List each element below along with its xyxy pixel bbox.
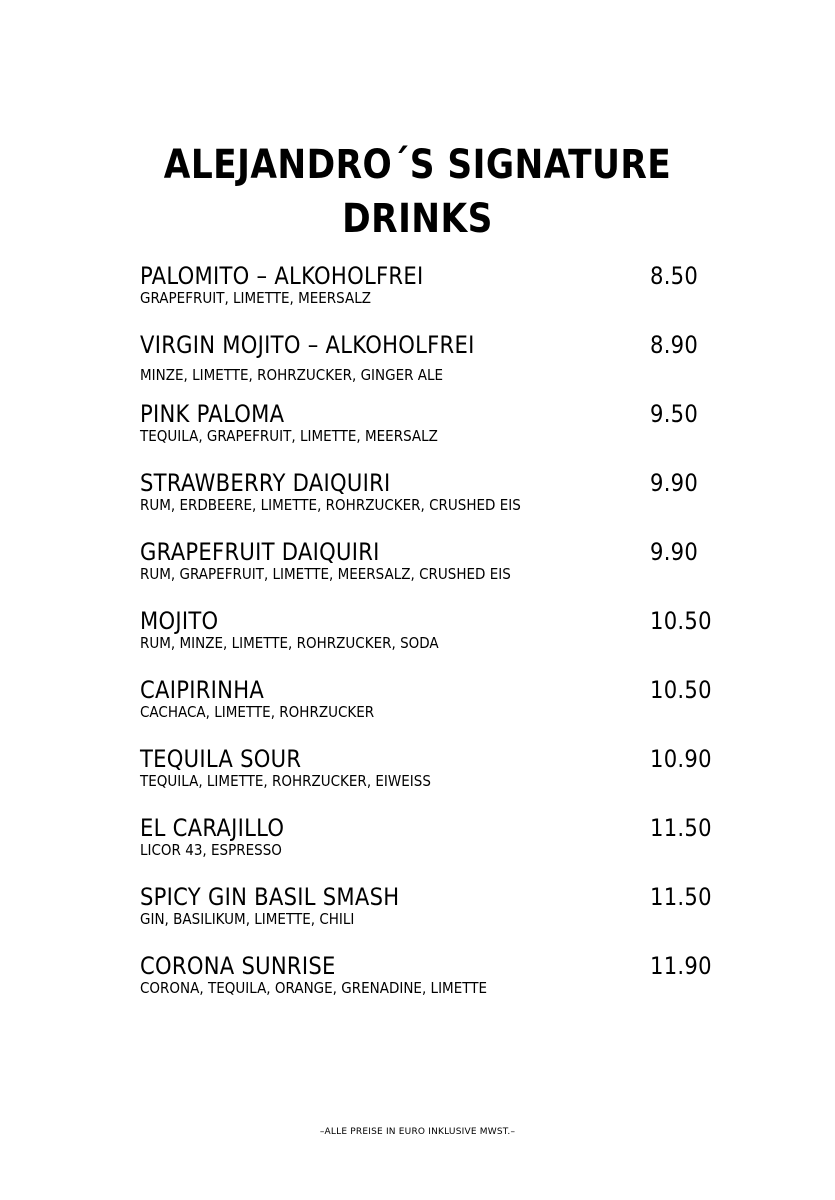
list-item <box>140 400 720 469</box>
drink-name: CORONA SUNRISE <box>140 952 336 980</box>
drink-description: CACHACA, LIMETTE, ROHRZUCKER <box>140 703 375 721</box>
drink-description: GRAPEFRUIT, LIMETTE, MEERSALZ <box>140 289 372 307</box>
list-item <box>140 883 720 952</box>
drink-name: TEQUILA SOUR <box>140 745 302 773</box>
drink-name: MOJITO <box>140 607 219 635</box>
drink-description: RUM, ERDBEERE, LIMETTE, ROHRZUCKER, CRUSHED EIS <box>140 496 521 514</box>
drink-price: 9.50 <box>650 400 699 428</box>
drink-price: 8.90 <box>650 331 699 359</box>
drink-description: MINZE, LIMETTE, ROHRZUCKER, GINGER ALE <box>140 366 444 384</box>
list-item <box>140 331 720 400</box>
drink-price: 8.50 <box>650 262 699 290</box>
drinks-list <box>140 262 720 1021</box>
drink-name: PINK PALOMA <box>140 400 285 428</box>
drink-price: 10.90 <box>650 745 712 773</box>
list-item <box>140 469 720 538</box>
drink-description: TEQUILA, GRAPEFRUIT, LIMETTE, MEERSALZ <box>140 427 438 445</box>
drink-price: 10.50 <box>650 607 712 635</box>
drink-price: 10.50 <box>650 676 712 704</box>
list-item <box>140 538 720 607</box>
price-footnote: –ALLE PREISE IN EURO INKLUSIVE MWST.– <box>319 1127 516 1137</box>
list-item <box>140 814 720 883</box>
drink-name: SPICY GIN BASIL SMASH <box>140 883 400 911</box>
list-item <box>140 607 720 676</box>
list-item <box>140 952 720 1021</box>
drink-price: 11.50 <box>650 883 712 911</box>
drink-description: CORONA, TEQUILA, ORANGE, GRENADINE, LIMETTE <box>140 979 488 997</box>
title-line-1: ALEJANDRO´S SIGNATURE <box>163 142 672 188</box>
list-item <box>140 745 720 814</box>
drink-description: GIN, BASILIKUM, LIMETTE, CHILI <box>140 910 355 928</box>
title-line-2: DRINKS <box>342 196 493 242</box>
drink-name: EL CARAJILLO <box>140 814 285 842</box>
drink-name: CAIPIRINHA <box>140 676 265 704</box>
drink-name: PALOMITO – ALKOHOLFREI <box>140 262 424 290</box>
drink-price: 11.50 <box>650 814 712 842</box>
drink-description: RUM, GRAPEFRUIT, LIMETTE, MEERSALZ, CRUSHED EIS <box>140 565 511 583</box>
drink-price: 9.90 <box>650 538 699 566</box>
drink-price: 9.90 <box>650 469 699 497</box>
drink-description: TEQUILA, LIMETTE, ROHRZUCKER, EIWEISS <box>140 772 431 790</box>
list-item <box>140 262 720 331</box>
drink-description: LICOR 43, ESPRESSO <box>140 841 282 859</box>
drink-name: GRAPEFRUIT DAIQUIRI <box>140 538 380 566</box>
drink-name: STRAWBERRY DAIQUIRI <box>140 469 391 497</box>
drink-price: 11.90 <box>650 952 712 980</box>
page-title <box>58 138 776 246</box>
list-item <box>140 676 720 745</box>
drink-name: VIRGIN MOJITO – ALKOHOLFREI <box>140 331 475 359</box>
drink-description: RUM, MINZE, LIMETTE, ROHRZUCKER, SODA <box>140 634 439 652</box>
